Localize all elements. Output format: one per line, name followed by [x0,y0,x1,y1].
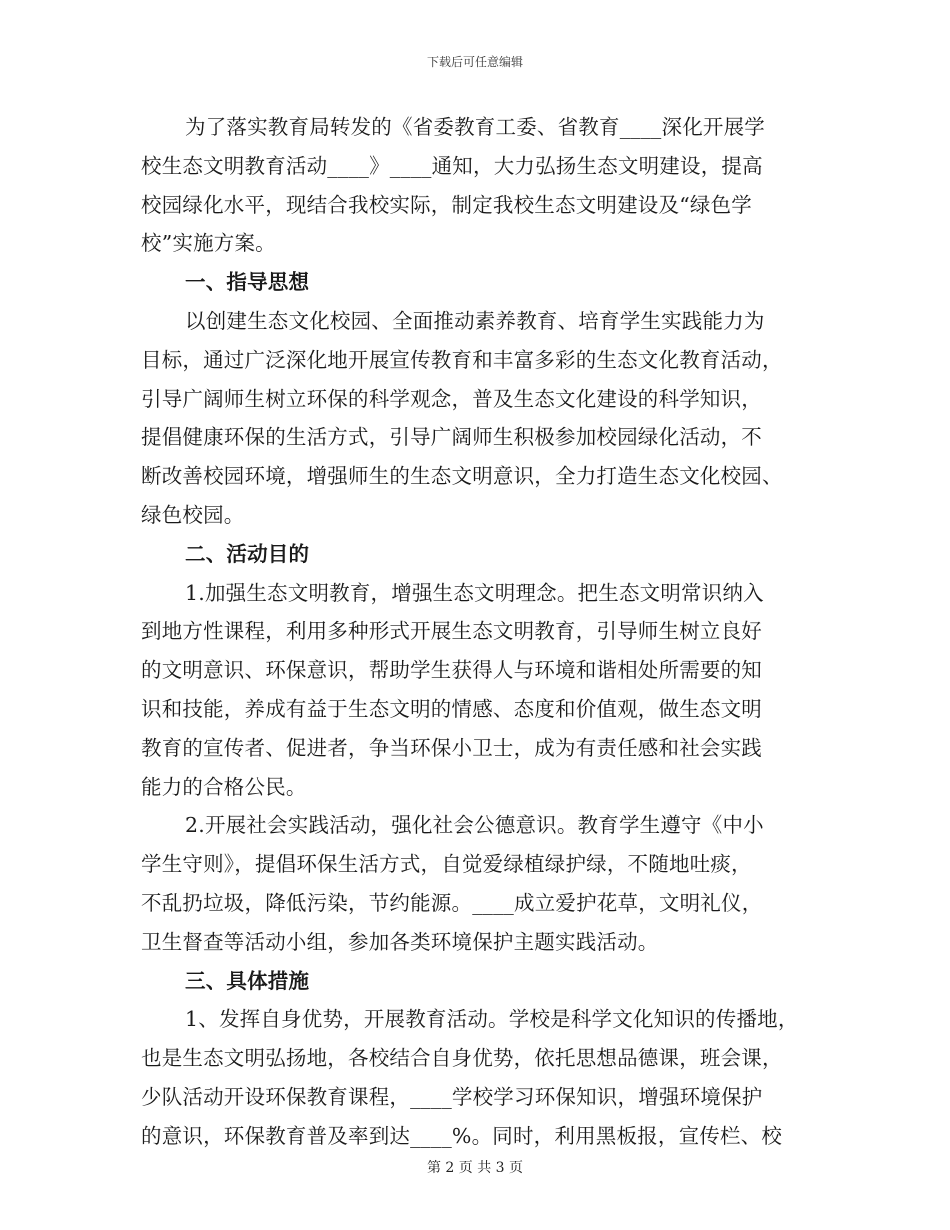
paragraph-line: 为了落实教育局转发的《省委教育工委、省教育____深化开展学 [185,115,765,139]
paragraph-line: 1、发挥自身优势，开展教育活动。学校是科学文化知识的传播地， [185,1007,799,1032]
paragraph-line: 绿色校园。 [141,502,245,527]
paragraph-line: 校”实施方案。 [141,231,276,256]
section-heading: 一、指导思想 [185,270,310,295]
paragraph-line: 以创建生态文化校园、全面推动素养教育、培育学生实践能力为 [185,308,765,333]
paragraph-line: 的文明意识、环保意识，帮助学生获得人与环境和谐相处所需要的知 [141,658,762,683]
paragraph-line: 识和技能，养成有益于生态文明的情感、态度和价值观，做生态文明 [141,696,762,721]
paragraph-line: 校生态文明教育活动____》____通知，大力弘扬生态文明建设，提高 [141,153,763,178]
paragraph-line: 少队活动开设环保教育课程，____学校学习环保知识，增强环境保护 [141,1084,763,1109]
paragraph-line: 1.加强生态文明教育，增强生态文明理念。把生态文明常识纳入 [185,580,764,605]
document-body [141,108,816,1156]
section-heading: 二、活动目的 [185,541,310,566]
paragraph-line: 学生守则》，提倡环保生活方式，自觉爱绿植绿护绿，不随地吐痰， [141,852,752,877]
paragraph-line: 的意识，环保教育普及率到达____%。同时，利用黑板报，宣传栏、校 [141,1123,783,1148]
paragraph-line: 目标，通过广泛深化地开展宣传教育和丰富多彩的生态文化教育活动， [141,347,783,372]
section-heading: 三、具体措施 [185,968,310,993]
paragraph-line: 提倡健康环保的生活方式，引导广阔师生积极参加校园绿化活动，不 [141,425,762,450]
paragraph-line: 断改善校园环境，增强师生的生态文明意识，全力打造生态文化校园、 [141,464,783,489]
paragraph-line: 也是生态文明弘扬地，各校结合自身优势，依托思想品德课，班会课， [141,1046,783,1071]
paragraph-line: 卫生督查等活动小组，参加各类环境保护主题实践活动。 [141,929,659,954]
paragraph-line: 不乱扔垃圾，降低污染，节约能源。____成立爱护花草，文明礼仪， [141,890,763,915]
paragraph-line: 校园绿化水平，现结合我校实际，制定我校生态文明建设及“绿色学 [141,192,752,217]
paragraph-line: 教育的宣传者、促进者，争当环保小卫士，成为有责任感和社会实践 [141,735,762,760]
page-footer: 第 2 页 共 3 页 [426,1160,524,1176]
paragraph-line: 到地方性课程，利用多种形式开展生态文明教育，引导师生树立良好 [141,619,762,644]
page-header: 下载后可任意编辑 [426,55,523,69]
paragraph-line: 2.开展社会实践活动，强化社会公德意识。教育学生遵守《中小 [185,813,764,838]
paragraph-line: 引导广阔师生树立环保的科学观念，普及生态文化建设的科学知识， [141,386,762,411]
paragraph-line: 能力的合格公民。 [141,774,307,799]
